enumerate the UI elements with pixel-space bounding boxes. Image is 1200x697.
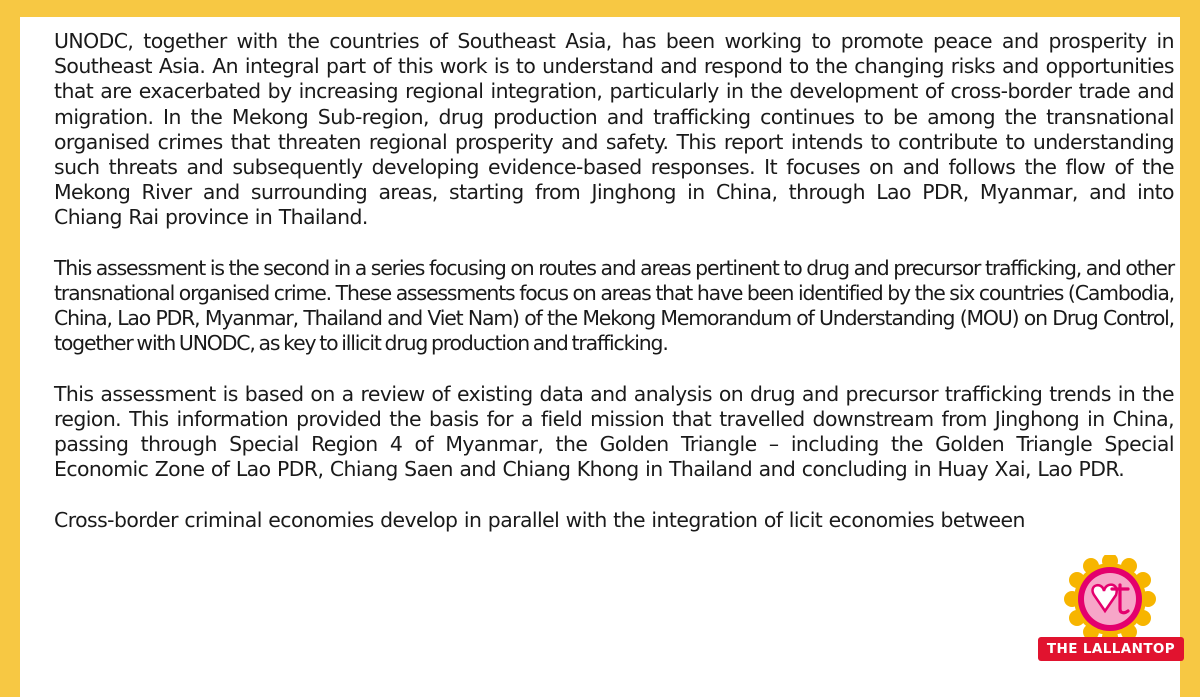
paragraph-4: Cross-border criminal economies develop in parallel with the integration of licit economies between [54, 507, 1025, 532]
lallantop-logo [1038, 555, 1188, 665]
lallantop-mandala-logo-icon [1060, 555, 1160, 643]
paragraph-2: This assessment is the second in a series focusing on routes and areas pertinent to drug and precursor trafficking, and other transnational organised crime. These assessments focus on areas that have been identified by the six countries (Cambodia, China, Lao PDR, Myanmar, Thailand and Viet Nam) of the Mekong Memorandum of Understanding (MOU) on Drug Control, together with UNODC, as key to illicit drug production and trafficking. [54, 255, 1174, 356]
document-page [20, 17, 1180, 697]
paragraph-1: UNODC, together with the countries of Southeast Asia, has been working to promote peace and prosperity in Southeast Asia. An integral part of this work is to understand and respond to the changing risks and opportunities that are exacerbated by increasing regional integration, particularly in the development of cross-border trade and migration. In the Mekong Sub-region, drug production and trafficking continues to be among the transnational organised crimes that threaten regional prosperity and safety. This report intends to contribute to understanding such threats and subsequently developing evidence-based responses. It focuses on and follows the flow of the Mekong River and surrounding areas, starting from Jinghong in China, through Lao PDR, Myanmar, and into Chiang Rai province in Thailand. [54, 29, 1174, 230]
document-body [54, 29, 1174, 533]
paragraph-3: This assessment is based on a review of existing data and analysis on drug and precursor trafficking trends in the region. This information provided the basis for a field mission that travelled downstream from Jinghong in China, passing through Special Region 4 of Myanmar, the Golden Triangle – including the Golden Triangle Special Economic Zone of Lao PDR, Chiang Saen and Chiang Khong in Thailand and concluding in Huay Xai, Lao PDR. [54, 381, 1174, 482]
lallantop-brand-badge: THE LALLANTOP [1038, 637, 1184, 661]
